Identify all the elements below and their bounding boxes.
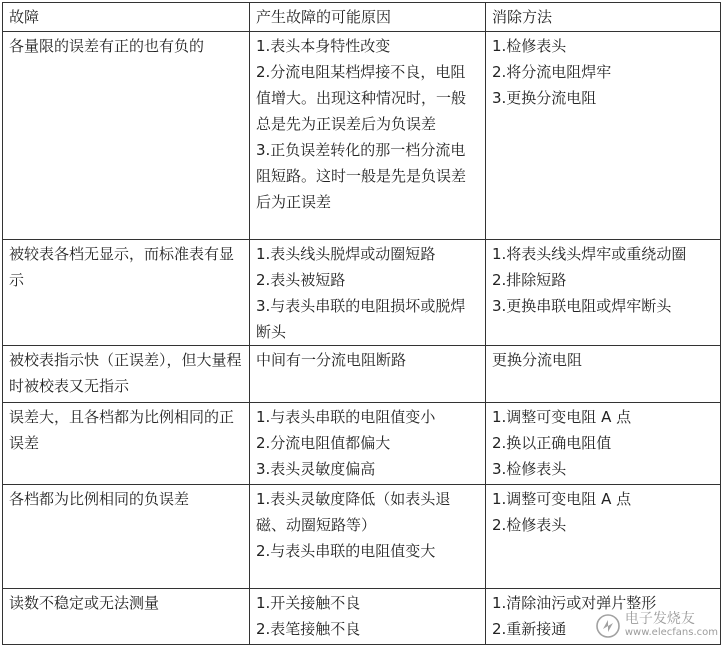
cause-item: 1.表头本身特性改变 bbox=[256, 37, 391, 55]
cause-item: 2.与表头串联的电阻值变大 bbox=[256, 542, 436, 560]
table-row bbox=[3, 403, 721, 485]
table-row bbox=[3, 240, 721, 346]
remedy-item: 3.更换分流电阻 bbox=[492, 89, 597, 107]
remedy-item: 更换分流电阻 bbox=[492, 351, 583, 369]
fault-troubleshooting-table bbox=[2, 2, 721, 645]
header-causes: 产生故障的可能原因 bbox=[250, 3, 486, 32]
fault-cell: 被较表各档无显示，而标准表有显示 bbox=[3, 240, 250, 346]
fault-cell: 读数不稳定或无法测量 bbox=[3, 589, 250, 645]
causes-cell bbox=[250, 403, 486, 485]
cause-item: 中间有一分流电阻断路 bbox=[256, 351, 407, 369]
cause-item: 2.分流电阻某档焊接不良，电阻值增大。出现这种情况时，一般总是先为正误差后为负误差 bbox=[256, 63, 467, 133]
header-remedies: 消除方法 bbox=[486, 3, 721, 32]
cause-item: 3.与表头串联的电阻损坏或脱焊断头 bbox=[256, 297, 466, 341]
remedies-cell bbox=[486, 485, 721, 589]
table-header-row bbox=[3, 3, 721, 32]
causes-cell bbox=[250, 32, 486, 240]
remedy-item: 2.重新接通 bbox=[492, 620, 567, 638]
remedies-cell bbox=[486, 240, 721, 346]
remedy-item: 1.调整可变电阻 A 点 bbox=[492, 408, 632, 426]
fault-cell: 各量限的误差有正的也有负的 bbox=[3, 32, 250, 240]
remedy-item: 1.调整可变电阻 A 点 bbox=[492, 490, 632, 508]
remedies-cell bbox=[486, 589, 721, 645]
cause-item: 1.与表头串联的电阻值变小 bbox=[256, 408, 436, 426]
remedy-item: 1.检修表头 bbox=[492, 37, 567, 55]
remedies-cell bbox=[486, 403, 721, 485]
watermark-url: www.elecfans.com bbox=[624, 627, 718, 638]
header-fault: 故障 bbox=[3, 3, 250, 32]
table-row bbox=[3, 589, 721, 645]
causes-cell bbox=[250, 346, 486, 403]
remedy-item: 1.清除油污或对弹片整形 bbox=[492, 594, 657, 612]
remedy-item: 1.将表头线头焊牢或重绕动圈 bbox=[492, 245, 687, 263]
causes-cell bbox=[250, 485, 486, 589]
remedies-cell bbox=[486, 346, 721, 403]
cause-item: 1.表头线头脱焊或动圈短路 bbox=[256, 245, 436, 263]
table-row bbox=[3, 485, 721, 589]
fault-cell: 误差大，且各档都为比例相同的正误差 bbox=[3, 403, 250, 485]
remedy-item: 3.检修表头 bbox=[492, 460, 567, 478]
cause-item: 1.表头灵敏度降低（如表头退磁、动圈短路等） bbox=[256, 490, 451, 534]
remedy-item: 2.排除短路 bbox=[492, 271, 567, 289]
remedy-item: 2.检修表头 bbox=[492, 516, 567, 534]
fault-cell: 被校表指示快（正误差），但大量程时被校表又无指示 bbox=[3, 346, 250, 403]
remedies-cell bbox=[486, 32, 721, 240]
remedy-item: 3.更换串联电阻或焊牢断头 bbox=[492, 297, 672, 315]
fault-cell: 各档都为比例相同的负误差 bbox=[3, 485, 250, 589]
causes-cell bbox=[250, 240, 486, 346]
cause-item: 1.开关接触不良 bbox=[256, 594, 361, 612]
table-row bbox=[3, 32, 721, 240]
cause-item: 2.表头被短路 bbox=[256, 271, 346, 289]
remedy-item: 2.换以正确电阻值 bbox=[492, 434, 612, 452]
cause-item: 3.正负误差转化的那一档分流电阻短路。这时一般是先是负误差后为正误差 bbox=[256, 141, 467, 211]
cause-item: 2.表笔接触不良 bbox=[256, 620, 361, 638]
cause-item: 2.分流电阻值都偏大 bbox=[256, 434, 391, 452]
remedy-item: 2.将分流电阻焊牢 bbox=[492, 63, 612, 81]
causes-cell bbox=[250, 589, 486, 645]
table-row bbox=[3, 346, 721, 403]
watermark-name: 电子发烧友 bbox=[624, 611, 695, 627]
cause-item: 3.表头灵敏度偏高 bbox=[256, 460, 376, 478]
